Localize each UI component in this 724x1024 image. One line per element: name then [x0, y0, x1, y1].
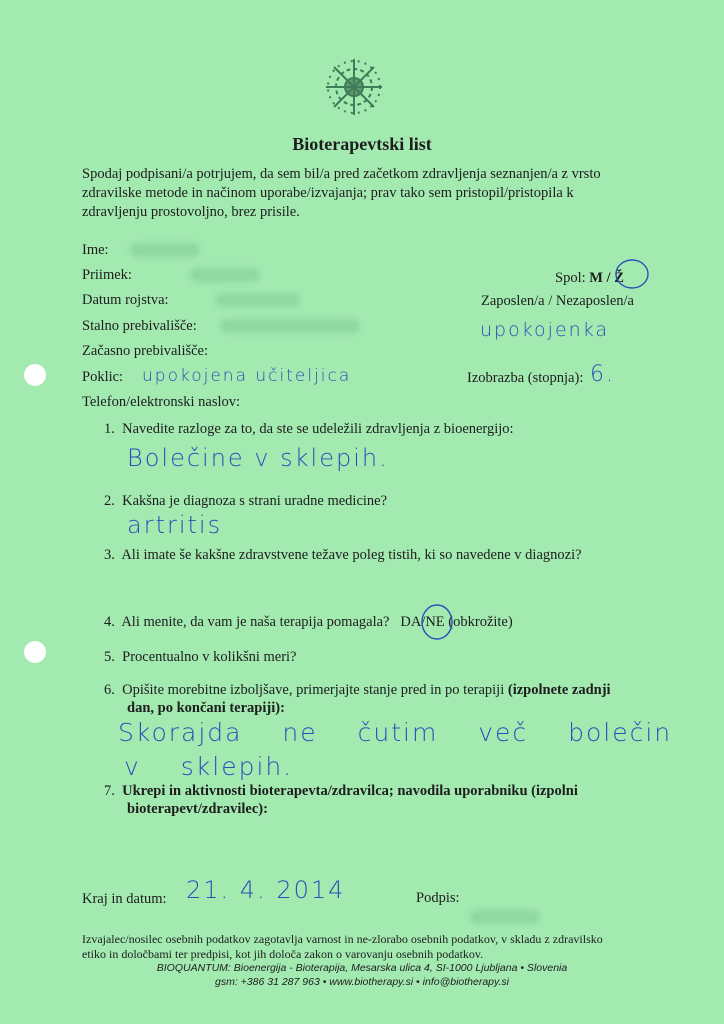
- intro-line-1: Spodaj podpisani/a potrjujem, da sem bil/a pred začetkom zdravljenja seznanjen/a z vrsto: [82, 166, 601, 182]
- company-info: BIOQUANTUM: Bioenergija - Bioterapija, Mesarska ulica 4, SI-1000 Ljubljana • Slovenia: [156, 962, 568, 974]
- kraj-label: Kraj in datum:: [82, 891, 167, 907]
- privacy-notice-1: Izvajalec/nosilec osebnih podatkov zagotavlja varnost in ne-zlorabo osebnih podatkov, v skladu z zdravilsko: [82, 932, 603, 946]
- question-text: Ali menite, da vam je naša terapija pomagala?: [121, 614, 390, 630]
- question-5: [104, 649, 297, 666]
- izobrazba-label: Izobrazba (stopnja):: [467, 370, 584, 386]
- intro-line-3: zdravljenju prostovoljno, brez prisile.: [82, 204, 300, 220]
- answer-1: Bolečine v sklepih.: [127, 444, 389, 472]
- da-circle-mark: [419, 602, 455, 642]
- page-title: Bioterapevtski list: [292, 134, 432, 154]
- question-text-bold: (izpolnete zadnji: [507, 682, 611, 698]
- question-text-bold: Ukrepi in aktivnosti bioterapevta/zdravilca; navodila uporabniku (izpolni: [122, 783, 578, 799]
- question-7: [104, 783, 578, 800]
- question-number: 2.: [104, 493, 115, 509]
- izobrazba-value: 6.: [590, 362, 615, 387]
- question-7-line-2: bioterapevt/zdravilec):: [127, 801, 268, 817]
- telefon-label: Telefon/elektronski naslov:: [82, 394, 241, 410]
- podpis-label: Podpis:: [416, 890, 460, 906]
- yes-no-option: DA/NE: [400, 614, 445, 630]
- logo-icon: [322, 55, 386, 119]
- stalno-label: Stalno prebivališče:: [82, 318, 197, 334]
- redacted-signature: [470, 910, 540, 924]
- privacy-notice-2: etiko in določbami ter predpisi, kot jih določa zakon o varovanju osebnih podatkov.: [82, 947, 484, 961]
- question-number: 1.: [104, 421, 115, 437]
- kraj-value: 21. 4. 2014: [186, 876, 346, 904]
- redacted-value: [220, 319, 360, 333]
- question-2: [104, 493, 387, 510]
- spol-circle-mark: [613, 257, 651, 291]
- company-contact: gsm: +386 31 287 963 • www.biotherapy.si • info@biotherapy.si: [215, 976, 509, 988]
- question-number: 4.: [104, 614, 115, 630]
- yes-no-hint: (obkrožite): [448, 614, 513, 630]
- datum-rojstva-label: Datum rojstva:: [82, 292, 169, 308]
- spol-label: Spol:: [555, 270, 586, 286]
- zacasno-label: Začasno prebivališče:: [82, 343, 209, 359]
- question-number: 3.: [104, 547, 115, 563]
- zaposlen-value: upokojenka: [480, 319, 609, 341]
- intro-line-2: zdravilske metode in načinom uporabe/izvajanja; prav tako sem pristopil/pristopila k: [82, 185, 574, 201]
- question-text: Procentualno v kolikšni meri?: [122, 649, 297, 665]
- redacted-value: [215, 293, 300, 307]
- question-text: Ali imate še kakšne zdravstvene težave poleg tistih, ki so navedene v diagnozi?: [121, 547, 582, 563]
- question-6: [104, 682, 611, 699]
- answer-2: artritis: [127, 511, 223, 539]
- answer-6-line-1: Skorajda ne čutim več bolečin: [118, 718, 673, 747]
- poklic-label: Poklic:: [82, 369, 124, 385]
- priimek-label: Priimek:: [82, 267, 132, 283]
- spol-options: M / Ž: [589, 270, 624, 286]
- question-1: [104, 421, 514, 438]
- poklic-value: upokojena učiteljica: [142, 366, 352, 386]
- question-text: Opišite morebitne izboljšave, primerjajte stanje pred in po terapiji: [122, 682, 508, 698]
- zaposlen-label: Zaposlen/a / Nezaposlen/a: [481, 293, 634, 309]
- question-3: [104, 547, 582, 564]
- question-text: Kakšna je diagnoza s strani uradne medicine?: [122, 493, 388, 509]
- question-number: 5.: [104, 649, 115, 665]
- punch-hole: [24, 641, 46, 663]
- redacted-value: [130, 243, 200, 257]
- redacted-value: [190, 268, 260, 282]
- question-number: 6.: [104, 682, 115, 698]
- ime-label: Ime:: [82, 242, 109, 258]
- answer-6-line-2: v sklepih.: [124, 752, 294, 781]
- punch-hole: [24, 364, 46, 386]
- question-number: 7.: [104, 783, 115, 799]
- question-text: Navedite razloge za to, da ste se udeležili zdravljenja z bioenergijo:: [122, 421, 514, 437]
- question-6-line-2: dan, po končani terapiji):: [127, 700, 285, 716]
